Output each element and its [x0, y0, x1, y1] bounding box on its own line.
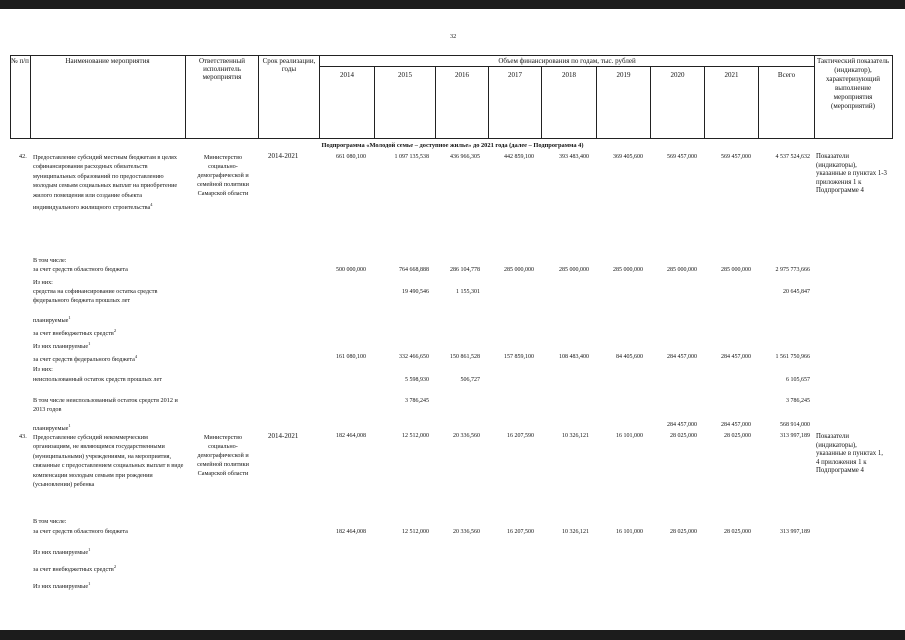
unused-total: 6 105,657 [786, 377, 810, 383]
row-42-responsible: Министерство социально-демографической и семейной политики Самарской области [197, 154, 249, 197]
subprogram-title: Подпрограмма «Молодой семье – доступное жилье» до 2021 года (далее – Подпрограмма 4) [321, 142, 584, 149]
header-year-2021: 2021 [724, 71, 739, 79]
regional-label-2: за счет средств областного бюджета [33, 528, 128, 535]
value-2016: 436 966,305 [450, 154, 480, 160]
in-that-label: В том числе: [33, 257, 67, 264]
unused-2016: 506,727 [460, 377, 480, 383]
value-total: 313 997,189 [780, 529, 810, 535]
of-them-planned-label-2: Из них планируемые$^1$ [33, 547, 91, 557]
row-43-no: 43. [19, 433, 27, 440]
cofin-2015: 19 490,546 [402, 289, 429, 295]
header-name: Наименование мероприятия [65, 57, 150, 65]
planned2-2021: 284 457,000 [721, 422, 751, 428]
value-2020: 569 457,000 [667, 154, 697, 160]
value-total: 2 975 773,666 [775, 267, 810, 273]
value-2016: 20 336,560 [453, 529, 480, 535]
header-year-2018: 2018 [562, 71, 576, 79]
value-2016: 150 861,528 [450, 354, 480, 360]
value-2017: 16 207,500 [507, 529, 534, 535]
unused-2012-2013-total: 3 786,245 [786, 398, 810, 404]
value-2015: 12 512,000 [402, 529, 429, 535]
row-43-name: Предоставление субсидий некоммерческим организациям, не являющимся государственными (муниципальными) учреждениями, на мероприятия, связанные с предоставлением социальных выплат в виде компенсации молодым семьям при рождении (усыновлении) ребенка [33, 434, 184, 489]
scan-bottom-border [0, 630, 905, 640]
value-2014: 182 464,008 [336, 433, 366, 439]
value-2020: 285 000,000 [667, 267, 697, 273]
value-2018: 108 483,400 [559, 354, 589, 360]
value-2021: 569 457,000 [721, 154, 751, 160]
value-2015: 1 097 135,538 [394, 154, 429, 160]
header-funding: Объем финансирования по годам, тыс. рублей [498, 57, 636, 65]
value-2020: 284 457,000 [667, 354, 697, 360]
of-them-label: Из них: [33, 279, 53, 286]
header-year-2016: 2016 [455, 71, 469, 79]
cofin-2016: 1 155,301 [456, 289, 480, 295]
scan-top-border [0, 0, 905, 9]
row-43-term: 2014-2021 [268, 432, 299, 440]
value-total: 1 561 750,966 [775, 354, 810, 360]
value-2014: 182 464,008 [336, 529, 366, 535]
value-2021: 28 025,000 [724, 529, 751, 535]
value-2018: 285 000,000 [559, 267, 589, 273]
unused-label: неиспользованный остаток средств прошлых лет [33, 376, 162, 383]
row-42-term: 2014-2021 [268, 152, 299, 160]
row-43-indicator: Показатели (индикаторы), указанные в пунктах 1, 4 приложения 1 к Подпрограмме 4 [816, 433, 883, 475]
row-43-responsible: Министерство социально-демографической и семейной политики Самарской области [197, 434, 249, 477]
regional-label: за счет средств областного бюджета [33, 266, 128, 273]
header-year-2015: 2015 [398, 71, 412, 79]
header-year-2019: 2019 [616, 71, 631, 79]
value-2016: 286 104,778 [450, 267, 480, 273]
planned-label-2: планируемые$^1$ [33, 423, 71, 433]
of-them-label-2: Из них: [33, 366, 53, 373]
header-responsible: Ответственный исполнитель мероприятия [198, 57, 246, 81]
value-2015: 12 512,000 [402, 433, 429, 439]
unused-2015: 5 598,930 [405, 377, 429, 383]
value-2019: 369 405,600 [613, 154, 643, 160]
unused-2012-2013-label: В том числе неиспользованный остаток средств 2012 и 2013 годов [33, 397, 178, 413]
value-2021: 284 457,000 [721, 354, 751, 360]
value-2021: 285 000,000 [721, 267, 751, 273]
value-2019: 16 101,000 [616, 529, 643, 535]
value-2017: 157 859,100 [504, 354, 534, 360]
header-year-2017: 2017 [508, 71, 522, 79]
header-year-total: Всего [777, 71, 796, 79]
value-2016: 20 336,560 [453, 433, 480, 439]
in-that-label-2: В том числе: [33, 518, 67, 525]
value-total: 4 537 524,632 [775, 154, 810, 160]
value-2014: 500 000,000 [336, 267, 366, 273]
planned-label: планируемые$^1$ [33, 315, 71, 325]
header-no: № п/п [11, 57, 29, 65]
row-42-name: Предоставление субсидий местным бюджетам в целях софинансирования расходных обязательств муниципальных образований по предоставлению молодым семьям социальных выплат на приобретение жилого помещения или создание объекта индивидуального жилищного строительства$^4$ [33, 154, 178, 212]
value-2020: 28 025,000 [670, 529, 697, 535]
cofin-label: средства на софинансирование остатка средств федерального бюджета прошлых лет [33, 288, 158, 304]
row-42-indicator: Показатели (индикаторы), указанные в пунктах 1-3 приложения 1 к Подпрограмме 4 [816, 153, 887, 195]
cofin-total: 20 645,847 [783, 289, 810, 295]
value-2018: 10 326,121 [562, 529, 589, 535]
value-2020: 28 025,000 [670, 433, 697, 439]
header-year-2014: 2014 [340, 71, 354, 79]
unused-2012-2013-2015: 3 786,245 [405, 398, 429, 404]
header-term: Срок реализации, годы [262, 57, 316, 73]
of-them-planned-label: Из них планируемые$^1$ [33, 341, 91, 351]
value-2015: 764 668,888 [399, 267, 429, 273]
row-42-no: 42. [19, 153, 27, 160]
value-2014: 161 080,100 [336, 354, 366, 360]
header-year-2020: 2020 [670, 71, 685, 79]
value-total: 313 997,189 [780, 433, 810, 439]
header-indicator: Тактический показатель (индикатор), характеризующий выполнение мероприятия (мероприятий) [816, 57, 890, 110]
extra-budget-label: за счет внебюджетных средств$^2$ [33, 328, 117, 338]
of-them-planned-label-3: Из них планируемые$^1$ [33, 581, 91, 591]
extra-budget-label-2: за счет внебюджетных средств$^2$ [33, 564, 117, 574]
planned2-total: 568 914,000 [780, 422, 810, 428]
value-2019: 285 000,000 [613, 267, 643, 273]
value-2015: 332 466,650 [399, 354, 429, 360]
value-2021: 28 025,000 [724, 433, 751, 439]
value-2017: 16 207,590 [507, 433, 534, 439]
federal-label: за счет средств федерального бюджета$^4$ [33, 354, 138, 364]
value-2018: 10 326,121 [562, 433, 589, 439]
value-2018: 393 483,400 [559, 154, 589, 160]
value-2017: 285 000,000 [504, 267, 534, 273]
value-2019: 16 101,000 [616, 433, 643, 439]
value-2019: 84 405,600 [616, 354, 643, 360]
value-2017: 442 859,100 [504, 154, 534, 160]
planned2-2020: 284 457,000 [667, 422, 697, 428]
value-2014: 661 080,100 [336, 154, 366, 160]
page-number: 32 [450, 33, 457, 40]
